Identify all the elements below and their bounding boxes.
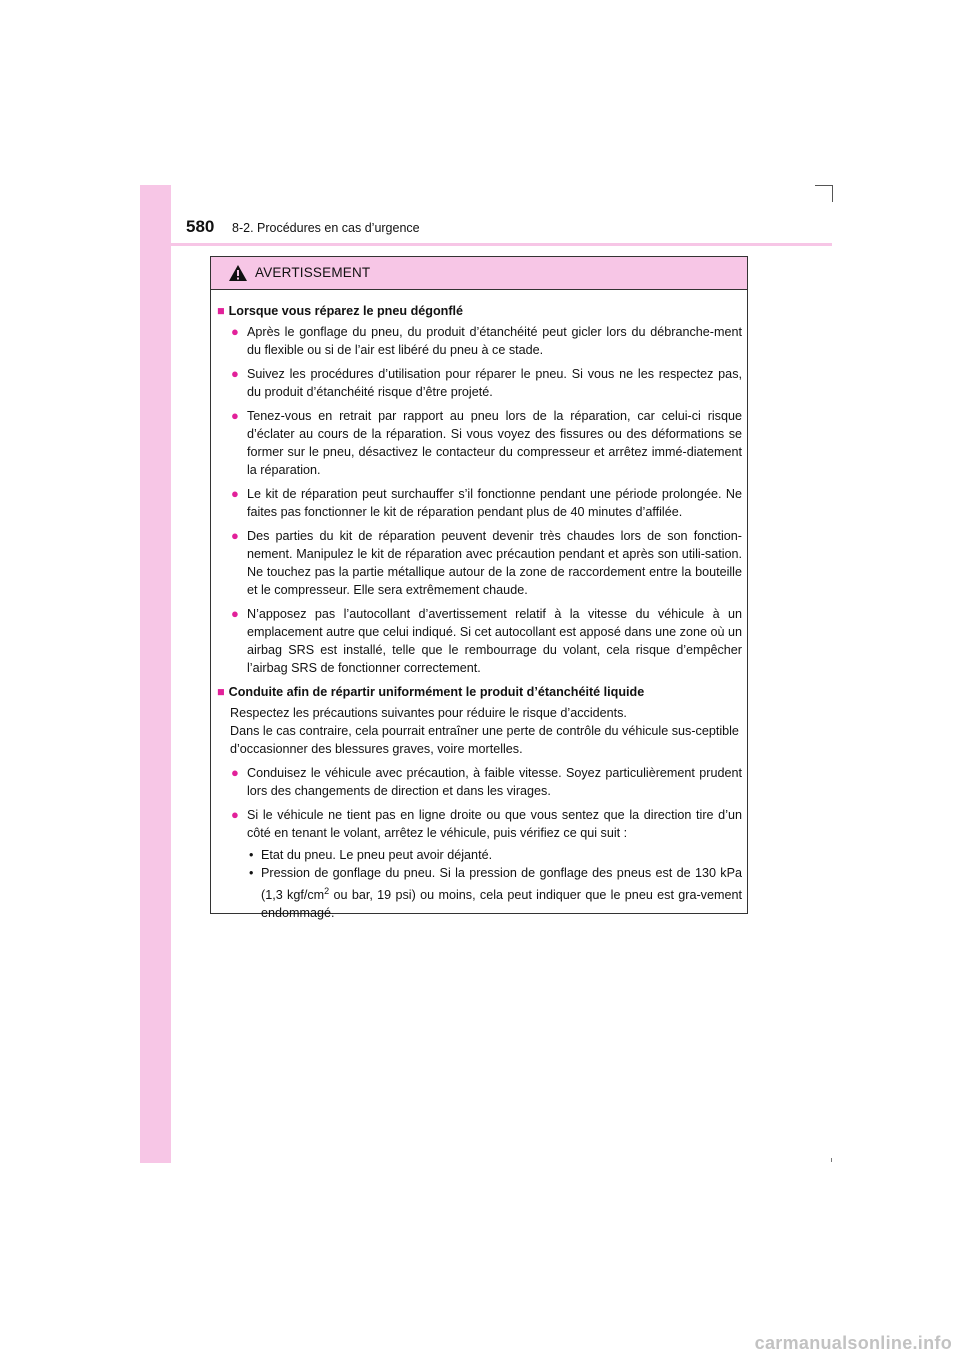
list-item: ● Suivez les procédures d’utilisation pour réparer le pneu. Si vous ne les respectez pas, du produit d’étanchéité risque d’être projeté.: [231, 366, 742, 399]
round-bullet-icon: ●: [231, 765, 239, 780]
intro-paragraph: Respectez les précautions suivantes pour réduire le risque d’accidents.: [230, 706, 627, 720]
list-item: ● Des parties du kit de réparation peuvent devenir très chaudes lors de son fonction-nement. Manipulez le kit de réparation avec précaution pendant et après son utili-sation. Ne touchez pas la partie métallique autour de la zone de raccordement entre la bouteille et le compresseur. Elle sera extrêmement chaude.: [231, 528, 742, 597]
list-item: ● Tenez-vous en retrait par rapport au pneu lors de la réparation, car celui-ci risque d’éclater au cours de la réparation. Si vous voyez des fissures ou des déformations se former sur le pneu, désactivez le contacteur du compresseur et arrêtez immé-diatement la réparation.: [231, 408, 742, 477]
sub-list: [217, 846, 742, 922]
crop-tick: [831, 1158, 832, 1162]
square-bullet-icon: ■: [217, 685, 225, 699]
warning-triangle-icon: [228, 264, 248, 282]
warning-title: AVERTISSEMENT: [255, 265, 371, 280]
list-item: ● Conduisez le véhicule avec précaution, à faible vitesse. Soyez particulièrement prudent lors des changements de direction et dans les virages.: [231, 765, 742, 798]
round-bullet-icon: ●: [231, 528, 239, 543]
crop-mark: [815, 185, 833, 202]
list-item: ● N’apposez pas l’autocollant d’avertissement relatif à la vitesse du véhicule à un emplacement autre que celui indiqué. Si cet autocollant est apposé dans une zone où un airbag SRS est installé, telle que le rembourrage du volant, cela risque d’empêcher l’airbag SRS de fonctionner correctement.: [231, 606, 742, 675]
round-bullet-icon: ●: [231, 324, 239, 339]
list-item: ● Le kit de réparation peut surchauffer s’il fonctionne pendant une période prolongée. Ne faites pas fonctionner le kit de réparation pendant plus de 40 minutes d’affilée.: [231, 486, 742, 519]
round-bullet-icon: ●: [231, 807, 239, 822]
section-heading-tire-repair: ■ Lorsque vous réparez le pneu dégonflé: [217, 304, 464, 318]
section-heading-driving: ■ Conduite afin de répartir uniformément le produit d’étanchéité liquide: [217, 685, 645, 699]
sub-list-item: • Etat du pneu. Le pneu peut avoir déjanté.: [249, 848, 493, 862]
round-bullet-icon: ●: [231, 366, 239, 381]
side-tab-strip: [140, 185, 171, 1163]
round-bullet-icon: ●: [231, 606, 239, 621]
round-bullet-icon: ●: [231, 408, 239, 423]
warning-box: [210, 256, 748, 921]
intro-paragraph: Dans le cas contraire, cela pourrait entraîner une perte de contrôle du véhicule sus-ceptible d’occasionner des blessures graves, voire mortelles.: [230, 724, 739, 756]
round-bullet-icon: ●: [231, 486, 239, 501]
list-item: ● Après le gonflage du pneu, du produit d’étanchéité peut gicler lors du débranche-ment du flexible ou si de l’air est libéré du pneu à ce stade.: [231, 324, 742, 357]
page-number: 580: [186, 217, 215, 236]
square-bullet-icon: ■: [217, 304, 225, 318]
watermark: carmanualsonline.info: [754, 1333, 952, 1353]
header-rule: [140, 243, 832, 246]
warning-body: [211, 290, 747, 922]
list-item: ● Si le véhicule ne tient pas en ligne droite ou que vous sentez que la direction tire d’un côté en tenant le volant, arrêtez le véhicule, puis vérifiez ce qui suit :: [231, 807, 742, 840]
sub-list-item: • Pression de gonflage du pneu. Si la pression de gonflage des pneus est de 130 kPa (1,3 kgf/$cm^2$ ou bar, 19 psi) ou moins, cela peut indiquer que le pneu est gra-vement endommagé.: [249, 866, 742, 921]
section-title: 8-2. Procédures en cas d’urgence: [232, 221, 420, 235]
warning-header: [211, 257, 747, 290]
